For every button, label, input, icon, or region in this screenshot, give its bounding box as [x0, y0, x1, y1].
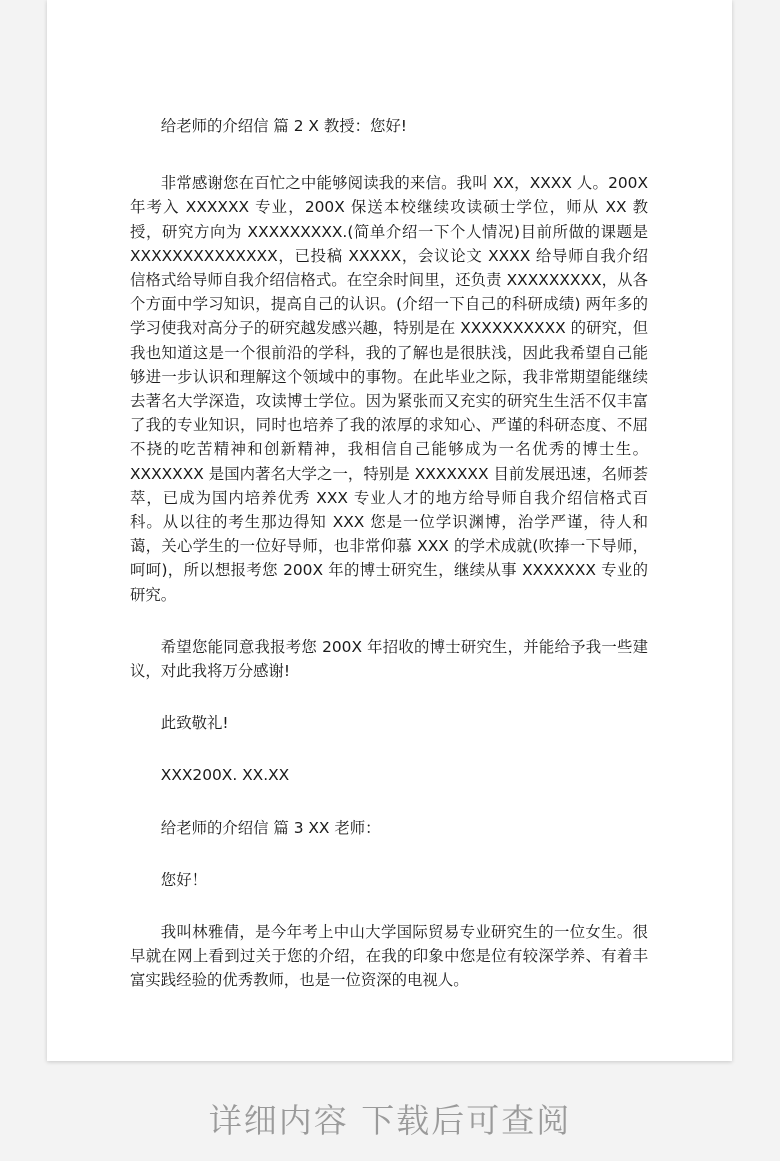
- paragraph-3: 我叫林雅倩，是今年考上中山大学国际贸易专业研究生的一位女生。很早就在网上看到过关于您的介绍，在我的印象中您是位有较深学养、有着丰富实践经验的优秀教师，也是一位资深的电视人。: [130, 923, 648, 990]
- greeting-3: 您好！: [160, 870, 207, 889]
- signature-date: XXX200X. XX.XX: [160, 766, 290, 785]
- document-page: [47, 0, 732, 1061]
- paragraph-1: 非常感谢您在百忙之中能够阅读我的来信。我叫 XX，XXXX 人。200X 年考入 XXXXXX 专业，200X 保送本校继续攻读硕士学位，师从 XX 教授，研究方向为 XXXXXXXXX.(简单介绍一下个人情况)目前所做的课题是 XXXXXXXXXXXXXX，已投稿 XXXXX，会议论文 XXXX 给导师自我介绍信格式给导师自我介绍信格式。在空余时间里，还负责 XXXXXXXXX，从各个方面中学习知识，提高自己的认识。(介绍一下自己的科研成绩) 两年多的学习使我对高分子的研究越发感兴趣，特别是在 XXXXXXXXXX 的研究，但我也知道这是一个很前沿的学科，我的了解也是很肤浅，因此我希望自己能够进一步认识和理解这个领域中的事物。在此毕业之际，我非常期望能继续去著名大学深造，攻读博士学位。因为紧张而又充实的研究生生活不仅丰富了我的专业知识，同时也培养了我的浓厚的求知心、严谨的科研态度、不屈不挠的吃苦精神和创新精神，我相信自己能够成为一名优秀的博士生。XXXXXXX 是国内著名大学之一，特别是 XXXXXXX 目前发展迅速，名师荟萃，已成为国内培养优秀 XXX 专业人才的地方给导师自我介绍信格式百科。从以往的考生那边得知 XXX 您是一位学识渊博，治学严谨，待人和蔼，关心学生的一位好导师，也非常仰慕 XXX 的学术成就(吹捧一下导师，呵呵)，所以想报考您 200X 年的博士研究生，继续从事 XXXXXXX 专业的研究。: [130, 174, 648, 604]
- closing: 此致敬礼!: [160, 714, 229, 733]
- heading-letter-2: 给老师的介绍信 篇 2 X 教授：您好!: [160, 117, 407, 135]
- download-hint: 详细内容 下载后可查阅: [208, 1100, 572, 1140]
- paragraph-2: 希望您能同意我报考您 200X 年招收的博士研究生，并能给予我一些建议，对此我将万分感谢!: [130, 637, 648, 681]
- heading-letter-3: 给老师的介绍信 篇 3 XX 老师：: [160, 818, 381, 837]
